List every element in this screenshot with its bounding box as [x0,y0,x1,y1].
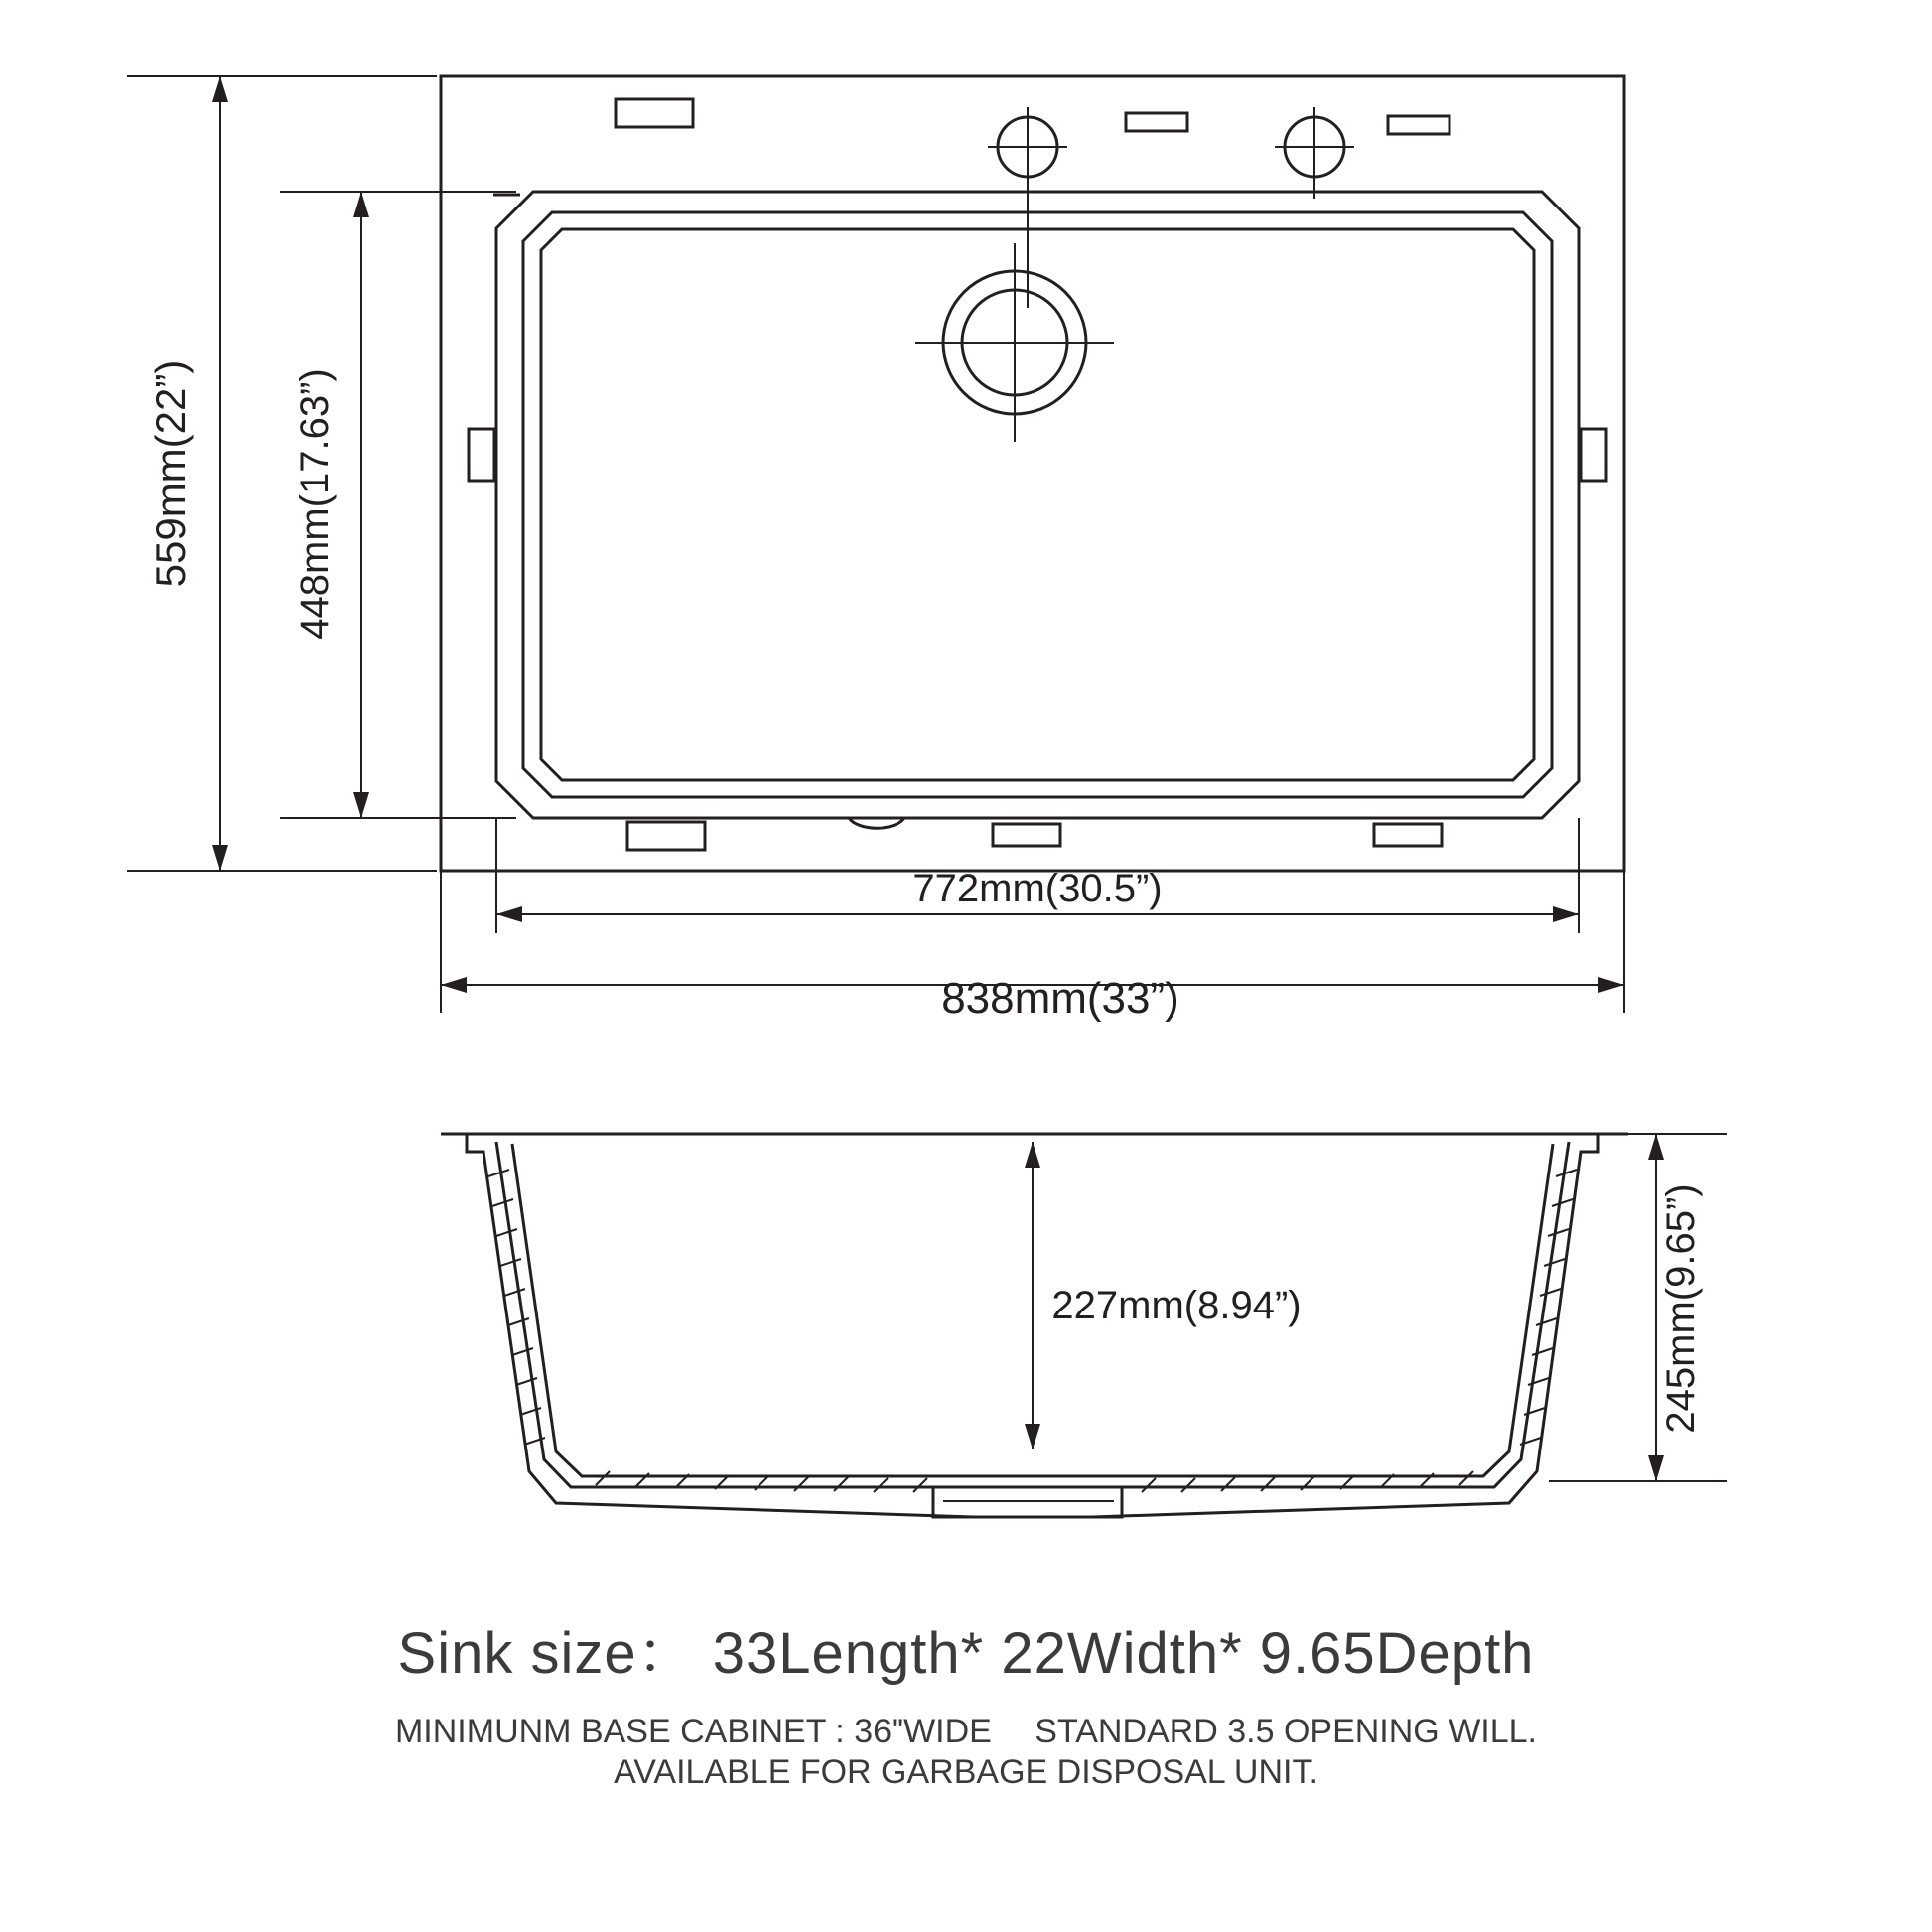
arrow-227-bottom [1025,1424,1040,1449]
arrow-448-bottom [353,792,369,818]
arrow-245-top [1648,1134,1664,1160]
section-hatch-bottom [596,1471,1473,1492]
top-view-group [441,76,1624,871]
sink-deck-outline [441,76,1624,871]
arrow-838-right [1598,977,1624,993]
section-outer-profile [441,1134,1628,1517]
arrow-772-right [1553,906,1579,922]
arrow-559-bottom [212,845,228,871]
bowl-outer-rim [496,192,1579,818]
bowl-basin-floor [541,229,1534,780]
top-view-dimensions [127,76,1624,1013]
deck-slot-top-right [1388,116,1449,134]
arrow-245-bottom [1648,1455,1664,1481]
deck-slot-bottom-mid [993,824,1060,846]
caption-sink-size: Sink size： 33Length* 22Width* 9.65Depth [397,1621,1535,1686]
dim-label-overall-width: 838mm(33”) [941,974,1179,1023]
overflow-notch [849,818,904,828]
side-clip-right [1581,429,1606,481]
deck-slot-bottom-right [1374,824,1442,846]
dim-label-overall-height: 559mm(22”) [147,359,194,588]
arrow-838-left [441,977,467,993]
caption-cabinet-note-line1: MINIMUNM BASE CABINET : 36"WIDE STANDARD 3.5 OPENING WILL. [394,1713,1537,1750]
arrow-448-top [353,192,369,217]
section-view-group [441,1134,1628,1517]
deck-slot-top-mid [1126,113,1187,131]
dim-label-inner-depth: 227mm(8.94”) [1051,1284,1302,1327]
deck-slot-top-left [616,99,693,127]
dim-label-overall-depth: 245mm(9.65”) [1659,1183,1703,1434]
bowl-inner-rim [523,212,1552,797]
arrow-559-top [212,76,228,102]
dim-label-bowl-height: 448mm(17.63”) [293,368,337,640]
dim-label-bowl-width: 772mm(30.5”) [912,867,1163,910]
arrow-227-top [1025,1142,1040,1168]
caption-cabinet-note-line2: AVAILABLE FOR GARBAGE DISPOSAL UNIT. [614,1753,1318,1791]
deck-slot-bottom-left [627,822,705,850]
arrow-772-left [496,906,522,922]
side-clip-left [469,429,494,481]
